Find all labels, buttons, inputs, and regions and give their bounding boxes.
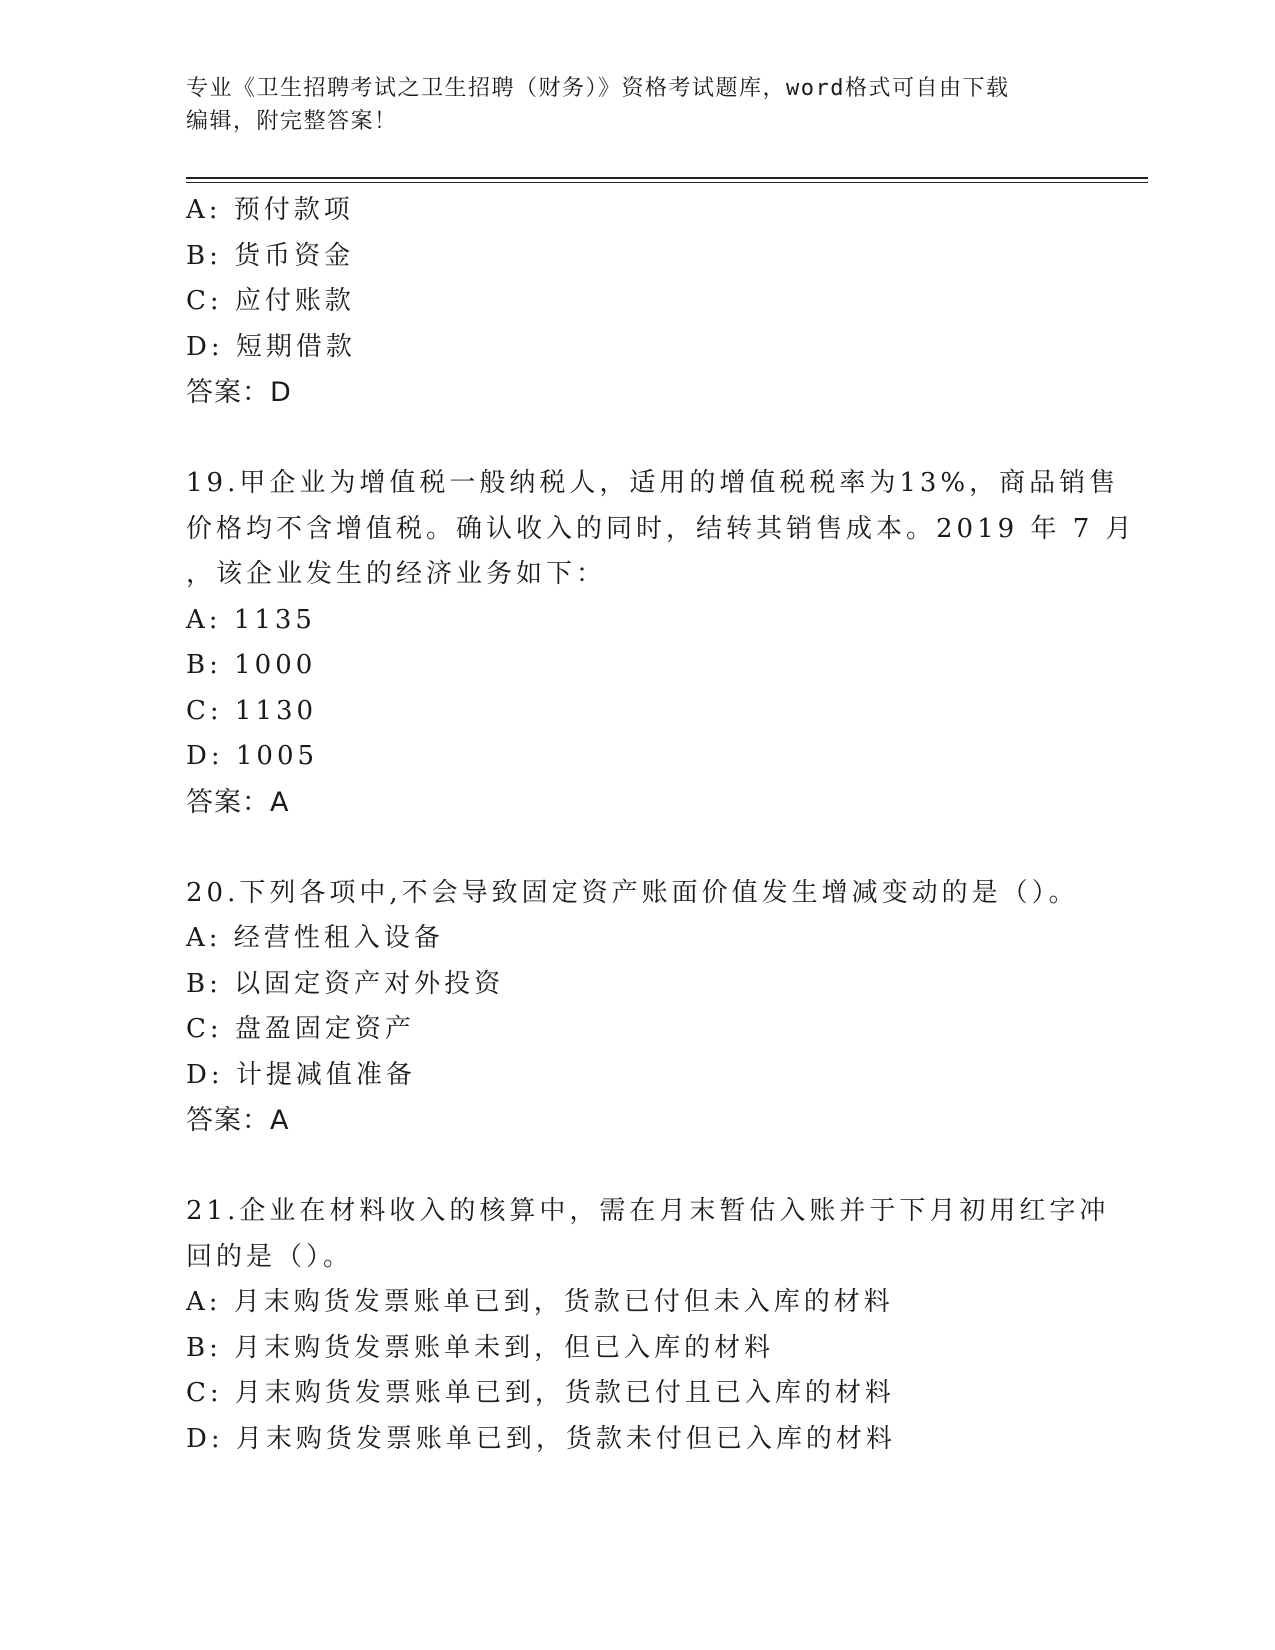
option-b: B: 以固定资产对外投资: [186, 968, 505, 999]
question-list: [186, 188, 1136, 1462]
answer-text: 答案：A: [186, 786, 290, 818]
header-line-1: 专业《卫生招聘考试之卫生招聘（财务）》资格考试题库，word格式可自由下载: [186, 76, 1010, 101]
document-header: [186, 72, 1066, 138]
option-c: C: 月末购货发票账单已到，货款已付且已入库的材料: [186, 1378, 895, 1408]
option-c: C: 1130: [186, 695, 318, 726]
header-divider-thin: [186, 182, 1148, 183]
header-divider-thick: [186, 177, 1148, 179]
question-block-19: [186, 461, 1136, 825]
answer-text: 答案：A: [186, 1105, 290, 1136]
option-b: B: 1000: [186, 650, 317, 680]
option-d: D: 计提减值准备: [186, 1059, 416, 1090]
question-text-line: ，该企业发生的经济业务如下：: [186, 559, 607, 589]
question-block-21: [186, 1189, 1110, 1462]
answer-text: 答案：D: [186, 377, 292, 408]
option-d: D: 1005: [186, 741, 319, 771]
option-b: B: 货币资金: [186, 240, 355, 271]
option-d: D: 月末购货发票账单已到，货款未付但已入库的材料: [186, 1423, 896, 1454]
option-c: C: 应付账款: [186, 286, 355, 316]
option-a: A: 经营性租入设备: [186, 923, 444, 953]
question-block-20: [186, 871, 1086, 1144]
question-block-18: [186, 188, 1086, 416]
option-c: C: 盘盈固定资产: [186, 1014, 415, 1044]
option-a: A: 1135: [186, 604, 316, 635]
question-text-line: 价格均不含增值税。确认收入的同时，结转其销售成本。2019 年 7 月: [186, 513, 1136, 544]
option-d: D: 短期借款: [186, 331, 356, 362]
question-text-line: 21.企业在材料收入的核算中，需在月末暂估入账并于下月初用红字冲: [186, 1196, 1110, 1226]
question-text-line: 回的是（）。: [186, 1241, 354, 1272]
option-b: B: 月末购货发票账单未到，但已入库的材料: [186, 1332, 775, 1363]
question-text-line: 19.甲企业为增值税一般纳税人，适用的增值税税率为13%，商品销售: [186, 468, 1120, 498]
option-a: A: 月末购货发票账单已到，货款已付但未入库的材料: [186, 1287, 894, 1317]
header-line-2: 编辑，附完整答案！: [186, 109, 398, 134]
question-text-line: 20.下列各项中,不会导致固定资产账面价值发生增减变动的是（）。: [186, 877, 1079, 908]
option-a: A: 预付款项: [186, 195, 354, 225]
